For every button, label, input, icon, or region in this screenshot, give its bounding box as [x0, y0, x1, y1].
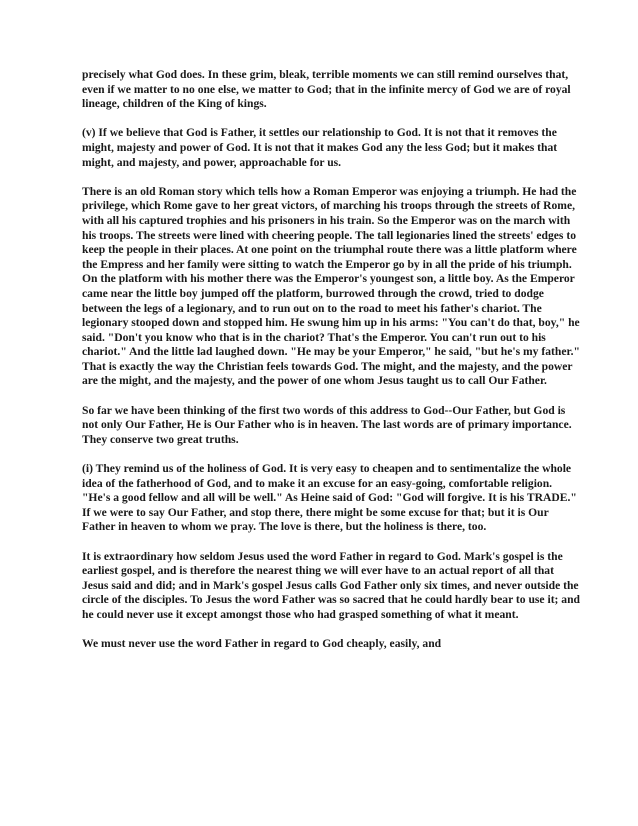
paragraph-roman-emperor-story: There is an old Roman story which tells how a Roman Emperor was enjoying a triumph. He had the privilege, which Rome gave to her great victors, of marching his troops through the streets of Rome, with all his captured trophies and his prisoners in his train. So the Emperor was on the march with his troops. The streets were lined with cheering people. The tall legionaries lined the streets' edges to keep the people in their places. At one point on the triumphal route there was a little platform where the Empress and her family were sitting to watch the Emperor go by in all the pride of his triumph. On the platform with his mother there was the Emperor's youngest son, a little boy. As the Emperor came near the little boy jumped off the platform, burrowed through the crowd, tried to dodge between the legs of a legionary, and to run out on to the road to meet his father's chariot. The legionary stooped down and stopped him. He swung him up in his arms: "You can't do that, boy," he said. "Don't you know who that is in the chariot? That's the Emperor. You can't run out to his chariot." And the little lad laughed down. "He may be your Emperor," he said, "but he's my father." That is exactly the way the Christian feels towards God. The might, and the majesty, and the power are the might, and the majesty, and the power of one whom Jesus taught us to call Our Father.	[82, 184, 580, 388]
paragraph-our-father-in-heaven: So far we have been thinking of the first two words of this address to God--Our Father, but God is not only Our Father, He is Our Father who is in heaven. The last words are of primary importance. They conserve two great truths.	[82, 403, 572, 446]
document-page	[82, 68, 582, 666]
paragraph-holiness-of-god: (i) They remind us of the holiness of God. It is very easy to cheapen and to sentimentalize the whole idea of the fatherhood of God, and to make it an excuse for an easy-going, comfortable religion. "He's a good fellow and all will be well." As Heine said of God: "God will forgive. It is his TRADE." If we were to say Our Father, and stop there, there might be some excuse for that; but it is Our Father in heaven to whom we pray. The love is there, but the holiness is there, too.	[82, 462, 577, 534]
paragraph-marks-gospel: It is extraordinary how seldom Jesus used the word Father in regard to God. Mark's gospel is the earliest gospel, and is therefore the nearest thing we will ever have to an actual report of all that Jesus said and did; and in Mark's gospel Jesus calls God Father only six times, and never outside the circle of the disciples. To Jesus the word Father was so sacred that he could hardly bear to use it; and he could never use it except amongst those who had grasped something of what it meant.	[82, 549, 581, 621]
paragraph-relationship-to-god: (v) If we believe that God is Father, it settles our relationship to God. It is not that it removes the might, majesty and power of God. It is not that it makes God any the less God; but it makes that might, and majesty, and power, approachable for us.	[82, 126, 558, 169]
paragraph-never-cheaply: We must never use the word Father in regard to God cheaply, easily, and	[82, 637, 442, 651]
paragraph-royal-lineage: precisely what God does. In these grim, bleak, terrible moments we can still remind ourselves that, even if we matter to no one else, we matter to God; that in the infinite mercy of God we are of royal lineage, children of the King of kings.	[82, 68, 571, 111]
